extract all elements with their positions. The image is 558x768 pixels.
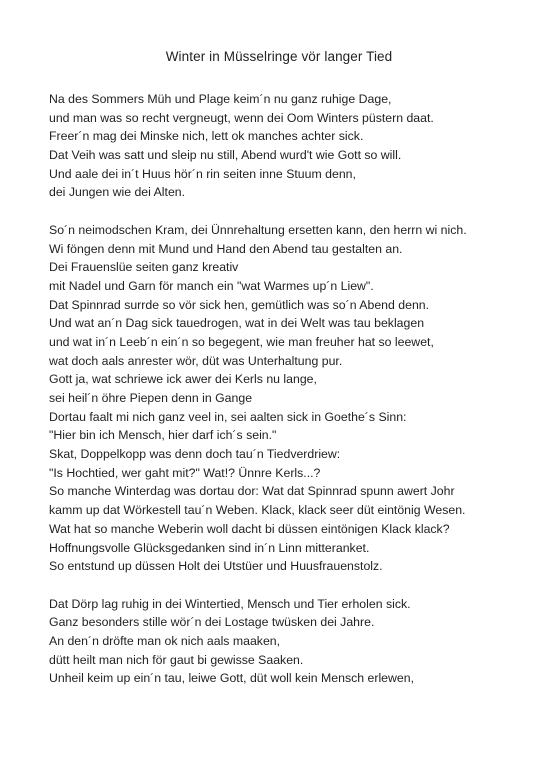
poem-line: Dortau faalt mi nich ganz veel in, sei aalten sick in Goethe´s Sinn: [49, 409, 407, 424]
poem-line: So´n neimodschen Kram, dei Ünnrehaltung ersetten kann, den herrn wi nich. [49, 222, 467, 237]
poem-line: Hoffnungsvolle Glücksgedanken sind in´n Linn mitteranket. [49, 540, 370, 555]
poem-line: wat doch aals anrester wör, düt was Unterhaltung pur. [49, 353, 343, 368]
poem-line: und man was so recht vergneugt, wenn dei Oom Winters püstern daat. [49, 110, 434, 125]
poem-line: mit Nadel und Garn för manch ein "wat Warmes up´n Liew". [49, 278, 374, 293]
poem-title: Winter in Müsselringe vör langer Tied [165, 49, 393, 64]
poem-line: So manche Winterdag was dortau dor: Wat dat Spinnrad spunn awert Johr [49, 484, 455, 499]
poem-line: Na des Sommers Müh und Plage keim´n nu ganz ruhige Dage, [49, 92, 392, 106]
poem-line: dei Jungen wie dei Alten. [49, 185, 186, 200]
poem-line: Dat Veih was satt und sleip nu still, Abend wurd't wie Gott so will. [49, 148, 402, 163]
poem-line: Dei Frauenslüe seiten ganz kreativ [49, 260, 239, 275]
poem-line: Gott ja, wat schriewe ick awer dei Kerls nu lange, [49, 372, 317, 387]
poem-line: Und wat an´n Dag sick tauedrogen, wat in dei Welt was tau beklagen [49, 316, 425, 331]
stanza [49, 595, 539, 688]
poem-line: An den´n dröfte man ok nich aals maaken, [49, 633, 281, 648]
stanza [49, 221, 539, 576]
poem-line: sei heil´n öhre Piepen denn in Gange [49, 391, 253, 405]
poem-line: Unheil keim up ein´n tau, leiwe Gott, düt woll kein Mensch erlewen, [49, 671, 414, 686]
poem-line: Ganz besonders stille wör´n dei Lostage twüsken dei Jahre. [49, 615, 375, 630]
poem-body [49, 90, 539, 707]
poem-line: Dat Spinnrad surrde so vör sick hen, gemütlich was so´n Abend denn. [49, 297, 430, 312]
stanza [49, 90, 539, 202]
poem-line: dütt heilt man nich för gaut bi gewisse Saaken. [49, 652, 304, 667]
poem-line: Skat, Doppelkopp was denn doch tau´n Tiedverdriew: [49, 447, 341, 462]
poem-line: und wat in´n Leeb´n ein´n so begegent, wie man freuher hat so leewet, [49, 334, 434, 349]
poem-line: Dat Dörp lag ruhig in dei Wintertied, Mensch und Tier erholen sick. [49, 596, 411, 611]
poem-line: So entstund up düssen Holt dei Utstüer und Huusfrauenstolz. [49, 559, 383, 574]
poem-line: "Hier bin ich Mensch, hier darf ich´s sein." [49, 428, 277, 443]
poem-line: "Is Hochtied, wer gaht mit?" Wat!? Ünnre Kerls...? [49, 465, 321, 480]
poem-line: Wat hat so manche Weberin woll dacht bi düssen eintönigen Klack klack? [49, 521, 450, 536]
poem-line: Und aale dei in´t Huus hör´n rin seiten inne Stuum denn, [49, 166, 356, 181]
poem-line: Wi föngen denn mit Mund und Hand den Abend tau gestalten an. [49, 241, 403, 256]
poem-line: kamm up dat Wörkestell tau´n Weben. Klack, klack seer düt eintönig Wesen. [49, 503, 466, 518]
poem-line: Freer´n mag dei Minske nich, lett ok manches achter sick. [49, 129, 364, 144]
